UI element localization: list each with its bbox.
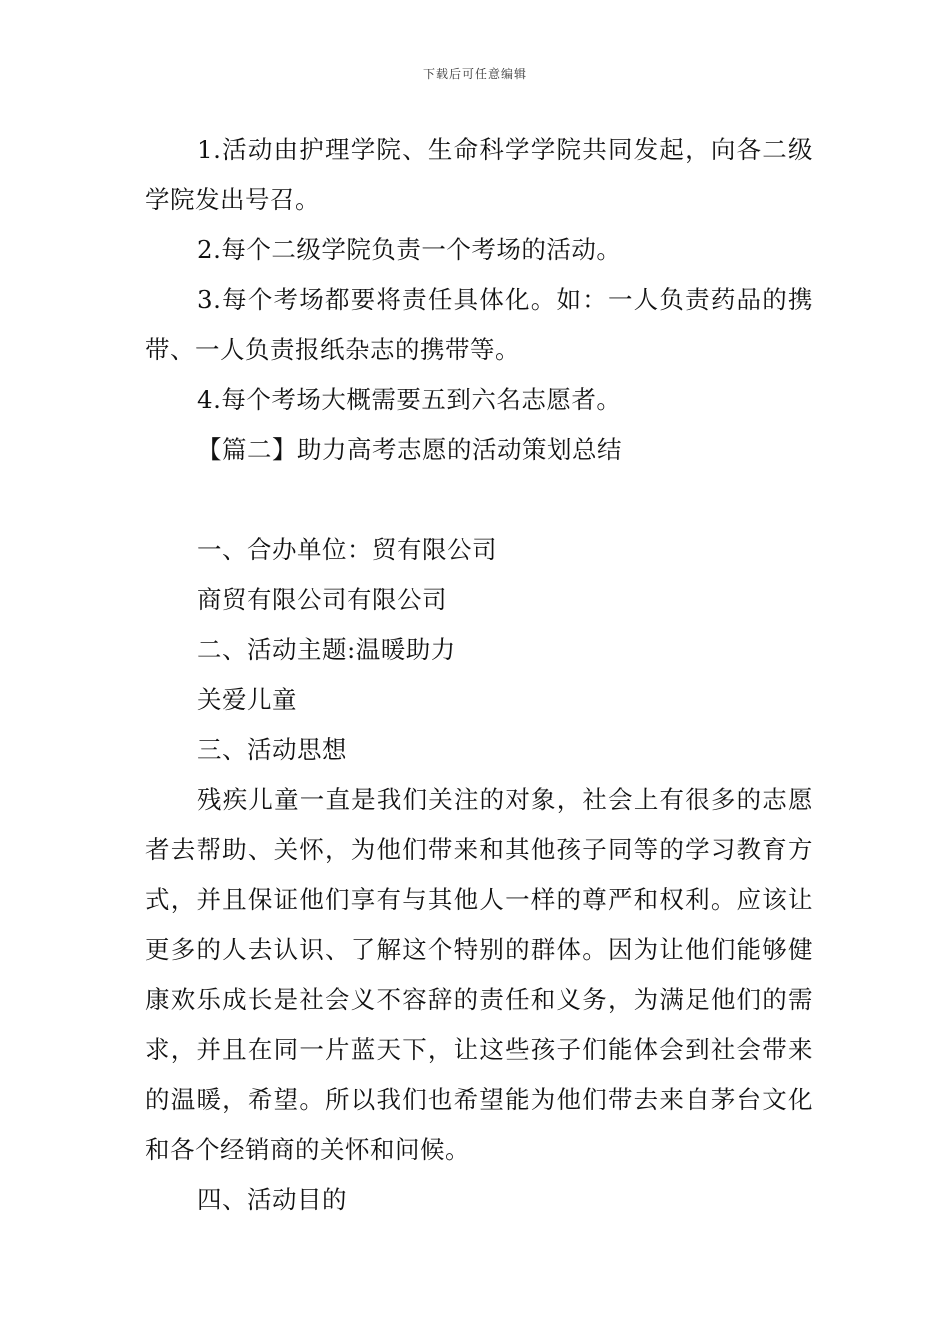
paragraph-activity-goal-heading: 四、活动目的	[197, 1185, 347, 1214]
paragraph-activity-idea-heading: 三、活动思想	[197, 735, 347, 764]
paragraph-co-organizer: 一、合办单位：贸有限公司	[197, 535, 497, 564]
paragraph-item-3: 3.每个考场都要将责任具体化。如：一人负责药品的携带、一人负责报纸杂志的携带等。	[145, 285, 813, 364]
paragraph-theme: 二、活动主题:温暖助力	[197, 635, 456, 664]
paragraph-item-4: 4.每个考场大概需要五到六名志愿者。	[197, 385, 622, 414]
paragraph-company: 商贸有限公司有限公司	[197, 585, 447, 614]
page-header: 下载后可任意编辑	[422, 67, 527, 81]
document-body	[145, 125, 813, 1225]
paragraph-activity-idea-body: 残疾儿童一直是我们关注的对象，社会上有很多的志愿者去帮助、关怀，为他们带来和其他孩子同等的学习教育方式，并且保证他们享有与其他人一样的尊严和权利。应该让更多的人去认识、了解这个特别的群体。因为让他们能够健康欢乐成长是社会义不容辞的责任和义务，为满足他们的需求，并且在同一片蓝天下，让这些孩子们能体会到社会带来的温暖，希望。所以我们也希望能为他们带去来自茅台文化和各个经销商的关怀和问候。	[145, 785, 813, 1164]
section-spacer	[145, 475, 813, 525]
paragraph-item-1: 1.活动由护理学院、生命科学学院共同发起，向各二级学院发出号召。	[145, 135, 813, 214]
paragraph-item-2: 2.每个二级学院负责一个考场的活动。	[197, 235, 622, 264]
paragraph-theme-continued: 关爱儿童	[197, 685, 297, 714]
section-heading-part-two: 【篇二】助力高考志愿的活动策划总结	[197, 435, 622, 464]
